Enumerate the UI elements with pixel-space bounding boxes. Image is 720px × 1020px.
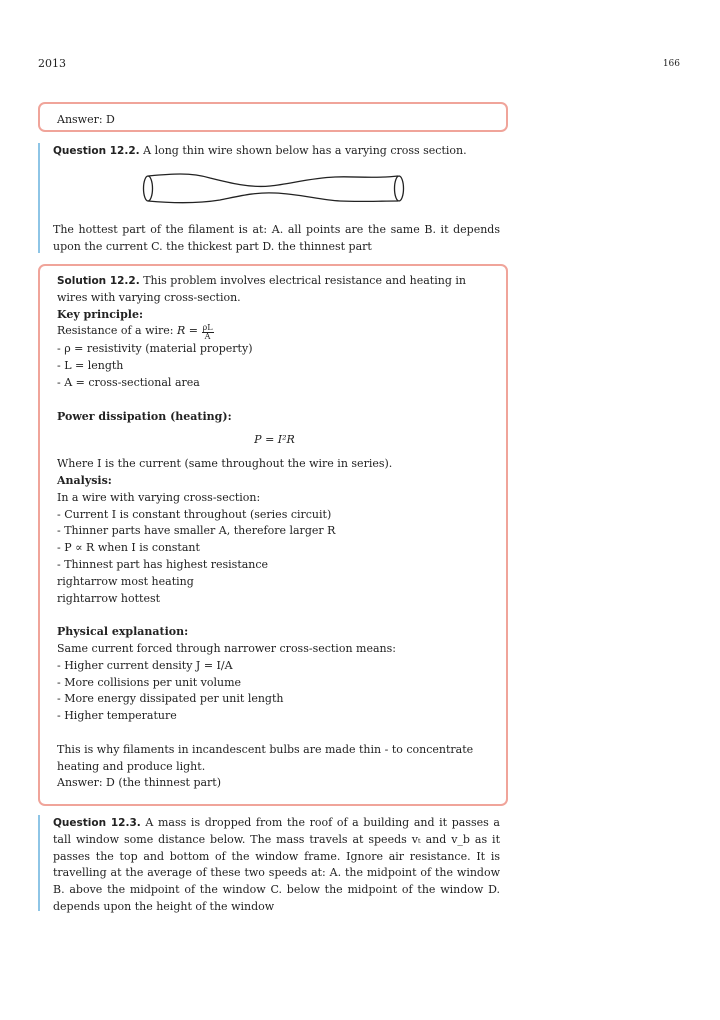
previous-answer-box (38, 102, 508, 132)
solution-12-2-box (38, 264, 508, 806)
header-year: 2013 (38, 57, 66, 70)
analysis-heading: Analysis: (57, 473, 112, 487)
previous-answer-text: Answer: D (57, 113, 115, 126)
resistance-fraction (202, 324, 214, 341)
physical-heading: Physical explanation: (57, 625, 189, 639)
page-number: 166 (662, 59, 680, 69)
resistance-formula (57, 323, 492, 341)
analysis-line: rightarrow most heating (57, 574, 194, 588)
physical-line: - Higher current density J = I/A (57, 658, 233, 672)
fraction-denominator: A (204, 332, 211, 342)
analysis-line: In a wire with varying cross-section: (57, 490, 261, 504)
key-principle-heading: Key principle: (57, 307, 144, 321)
analysis-line: - P ∝ R when I is constant (57, 541, 200, 555)
analysis-line: - Current I is constant throughout (series circuit) (57, 507, 332, 521)
question-12-3-label: Question 12.3. (53, 817, 141, 829)
length-item: - L = length (57, 359, 124, 373)
resistance-symbol: R (176, 324, 186, 338)
rho-item: - ρ = resistivity (material property) (57, 342, 253, 356)
power-heading: Power dissipation (heating): (57, 409, 232, 423)
physical-line: - Higher temperature (57, 709, 177, 723)
equals-sign: = (185, 324, 202, 338)
question-12-3 (38, 815, 500, 911)
question-12-3-text: A mass is dropped from the roof of a building and it passes a tall window some distance below. The mass travels at speeds vₜ and v_b as it passes the top and bottom of the window frame. Ignore air resistance. It is travelling at the average of these two speeds at: A. the midpoint of the window B. above the midpoint of the window C. below the midpoint of the window D. depends upon the height of the window (53, 816, 500, 913)
solution-label: Solution 12.2. (57, 275, 140, 287)
physical-line: - More collisions per unit volume (57, 675, 242, 689)
analysis-line: - Thinnest part has highest resistance (57, 557, 269, 571)
solution-intro (57, 273, 492, 307)
question-12-2-prompt: The hottest part of the filament is at: A. all points are the same B. it depends upon the current C. the thickest part D. the thinnest part (53, 222, 500, 253)
solution-intro-text: This problem involves electrical resistance and heating in wires with varying cross-section. (57, 274, 466, 304)
conclusion-text: This is why filaments in incandescent bulbs are made thin - to concentrate heating and produce light. (57, 742, 474, 773)
question-12-2-intro: A long thin wire shown below has a varying cross section. (143, 144, 467, 157)
solution-answer: Answer: D (the thinnest part) (57, 776, 222, 790)
question-12-2-label: Question 12.2. (53, 145, 140, 157)
area-item: - A = cross-sectional area (57, 375, 200, 389)
resistance-prefix: Resistance of a wire: (57, 324, 177, 338)
where-text: Where I is the current (same throughout the wire in series). (57, 457, 393, 471)
fraction-numerator: ρL (202, 323, 213, 333)
power-formula: P = I²R (254, 433, 295, 447)
physical-line: - More energy dissipated per unit length (57, 692, 284, 706)
analysis-line: - Thinner parts have smaller A, therefore larger R (57, 524, 336, 538)
physical-line: Same current forced through narrower cross-section means: (57, 641, 396, 655)
analysis-line: rightarrow hottest (57, 591, 161, 605)
wire-illustration (140, 168, 410, 210)
